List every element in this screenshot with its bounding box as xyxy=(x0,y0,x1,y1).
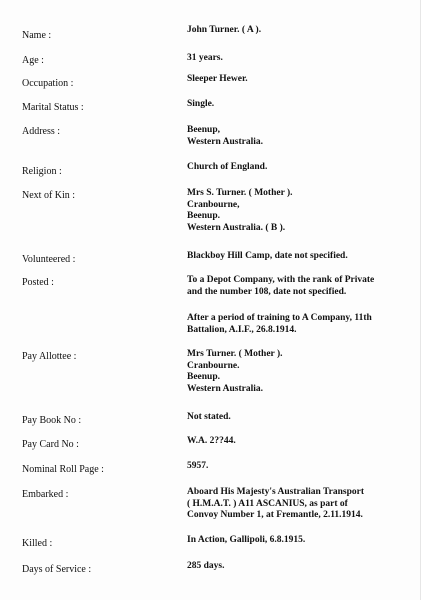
label-posted: Posted : xyxy=(22,277,54,288)
label-pay-book-no: Pay Book No : xyxy=(22,415,82,426)
label-occupation: Occupation : xyxy=(22,78,74,89)
label-name: Name : xyxy=(22,30,52,41)
value-line: 31 years. xyxy=(187,53,223,63)
value-volunteered xyxy=(187,251,417,263)
value-pay-card-no xyxy=(187,436,417,448)
label-pay-allottee: Pay Allottee : xyxy=(22,351,77,362)
value-line: Western Australia. xyxy=(187,383,263,394)
value-next-of-kin xyxy=(187,188,417,234)
value-line: Cranbourne. xyxy=(187,360,240,371)
value-line: Blackboy Hill Camp, date not specified. xyxy=(187,251,348,261)
label-next-of-kin: Next of Kin : xyxy=(22,190,76,201)
value-embarked xyxy=(187,487,417,522)
value-pay-allottee xyxy=(187,349,417,395)
value-age xyxy=(187,53,417,65)
value-line: Beenup, xyxy=(187,125,220,135)
value-line: After a period of training to A Company, 11th xyxy=(187,313,372,323)
label-marital-status: Marital Status : xyxy=(22,102,84,113)
value-posted-training xyxy=(187,313,417,336)
label-volunteered: Volunteered : xyxy=(22,254,76,265)
value-line: Convoy Number 1, at Fremantle, 2.11.1914. xyxy=(187,510,363,520)
value-pay-book-no xyxy=(187,412,417,424)
value-line: To a Depot Company, with the rank of Private xyxy=(187,275,375,285)
value-nominal-roll-page xyxy=(187,461,417,473)
label-nominal-roll-page: Nominal Roll Page : xyxy=(22,464,104,475)
value-line: Cranbourne, xyxy=(187,199,240,210)
label-religion: Religion : xyxy=(22,166,62,177)
value-line: 5957. xyxy=(187,461,209,471)
value-days-of-service xyxy=(187,561,417,573)
value-line: Sleeper Hewer. xyxy=(187,74,248,84)
value-line: Mrs S. Turner. ( Mother ). xyxy=(187,188,293,198)
value-line: Not stated. xyxy=(187,412,231,422)
label-age: Age : xyxy=(22,55,44,66)
label-address: Address : xyxy=(22,126,61,137)
value-line: Beenup. xyxy=(187,211,220,221)
value-line: Mrs Turner. ( Mother ). xyxy=(187,349,283,359)
value-line: W.A. 2??44. xyxy=(187,436,236,446)
label-days-of-service: Days of Service : xyxy=(22,564,92,575)
value-line: Beenup. xyxy=(187,372,220,382)
value-line: Western Australia. xyxy=(187,136,263,147)
value-marital-status xyxy=(187,99,417,111)
value-line: Single. xyxy=(187,99,215,109)
value-line: and the number 108, date not specified. xyxy=(187,286,347,297)
value-line: Aboard His Majesty's Australian Transport xyxy=(187,487,364,497)
value-name xyxy=(187,25,417,37)
value-line: Western Australia. ( B ). xyxy=(187,222,286,233)
value-killed xyxy=(187,535,417,547)
value-religion xyxy=(187,162,417,174)
value-posted xyxy=(187,275,417,298)
label-killed: Killed : xyxy=(22,538,53,549)
value-line: Church of England. xyxy=(187,162,268,172)
value-line: In Action, Gallipoli, 6.8.1915. xyxy=(187,535,306,545)
value-line: ( H.M.A.T. ) A11 ASCANIUS, as part of xyxy=(187,498,348,509)
value-occupation xyxy=(187,74,417,86)
label-embarked: Embarked : xyxy=(22,489,69,500)
value-line: John Turner. ( A ). xyxy=(187,25,262,35)
value-line: Battalion, A.I.F., 26.8.1914. xyxy=(187,324,297,335)
label-pay-card-no: Pay Card No : xyxy=(22,439,79,450)
value-line: 285 days. xyxy=(187,561,225,571)
value-address xyxy=(187,125,417,148)
